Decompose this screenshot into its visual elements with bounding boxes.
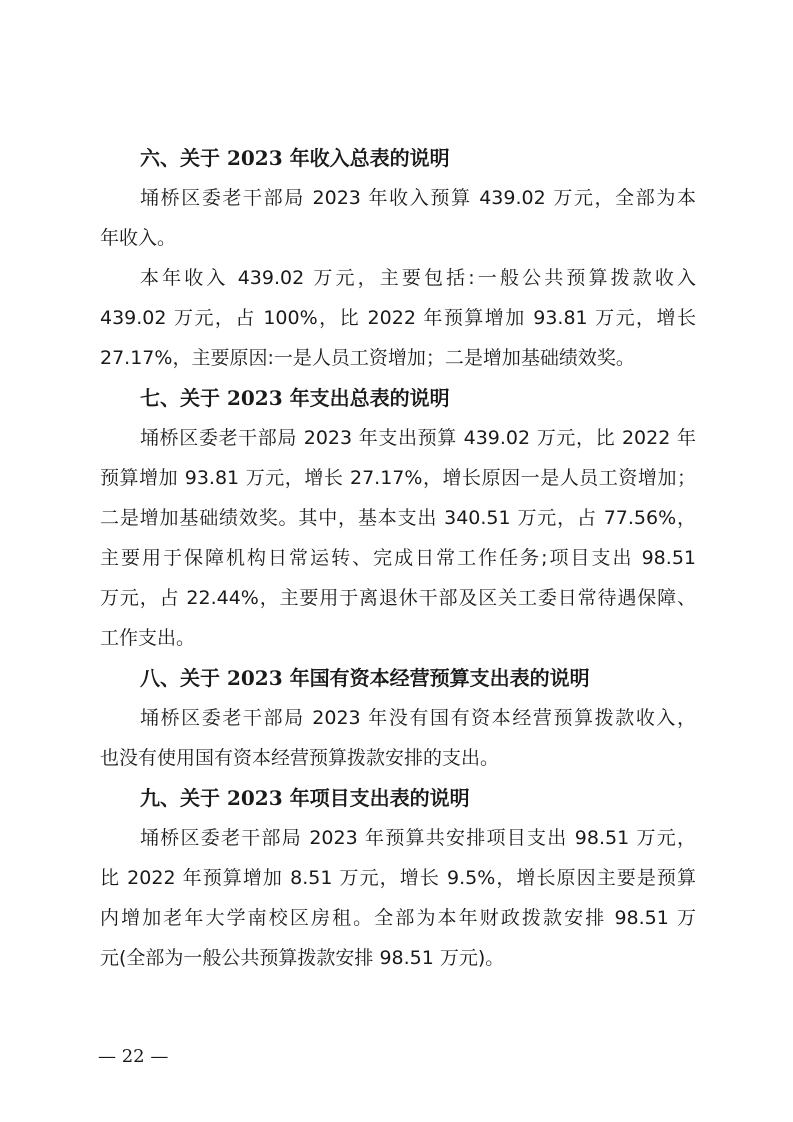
paragraph (100, 178, 696, 258)
paragraph-line: 预算增加 93.81 万元，增长 27.17%，增长原因一是人员工资增加； (100, 467, 696, 489)
paragraph (100, 818, 696, 978)
section-heading: 八、关于 2023 年国有资本经营预算支出表的说明 (140, 666, 590, 690)
paragraph-line: 439.02 万元，占 100%，比 2022 年预算增加 93.81 万元，增长 (100, 307, 696, 329)
paragraph-line: 也没有使用国有资本经营预算拨款安排的支出。 (100, 747, 500, 769)
paragraph-line: 27.17%，主要原因:一是人员工资增加；二是增加基础绩效奖。 (100, 347, 635, 369)
paragraph-line: 比 2022 年预算增加 8.51 万元，增长 9.5%，增长原因主要是预算 (100, 867, 696, 889)
paragraph-line: 埇桥区委老干部局 2023 年预算共安排项目支出 98.51 万元， (140, 827, 696, 849)
paragraph-line: 万元，占 22.44%，主要用于离退休干部及区关工委日常待遇保障、 (100, 587, 696, 609)
section-heading: 九、关于 2023 年项目支出表的说明 (140, 786, 470, 810)
paragraph-line: 埇桥区委老干部局 2023 年没有国有资本经营预算拨款收入， (140, 707, 696, 729)
document-body (100, 138, 696, 978)
paragraph-line: 工作支出。 (100, 627, 196, 649)
paragraph (100, 418, 696, 658)
paragraph-line: 年收入。 (100, 227, 177, 249)
paragraph-line: 内增加老年大学南校区房租。全部为本年财政拨款安排 98.51 万 (100, 907, 696, 929)
paragraph-line: 主要用于保障机构日常运转、完成日常工作任务;项目支出 98.51 (100, 547, 696, 569)
page-number: — 22 — (98, 1046, 169, 1067)
paragraph-line: 二是增加基础绩效奖。其中，基本支出 340.51 万元，占 77.56%， (100, 507, 696, 529)
section-heading: 六、关于 2023 年收入总表的说明 (140, 146, 450, 170)
paragraph-line: 元(全部为一般公共预算拨款安排 98.51 万元)。 (100, 947, 505, 969)
paragraph-line: 埇桥区委老干部局 2023 年支出预算 439.02 万元，比 2022 年 (140, 427, 696, 449)
paragraph (100, 698, 696, 778)
paragraph-line: 埇桥区委老干部局 2023 年收入预算 439.02 万元，全部为本 (140, 187, 696, 209)
paragraph-line: 本年收入 439.02 万元，主要包括:一般公共预算拨款收入 (140, 267, 696, 289)
paragraph (100, 258, 696, 378)
section-heading: 七、关于 2023 年支出总表的说明 (140, 386, 450, 410)
